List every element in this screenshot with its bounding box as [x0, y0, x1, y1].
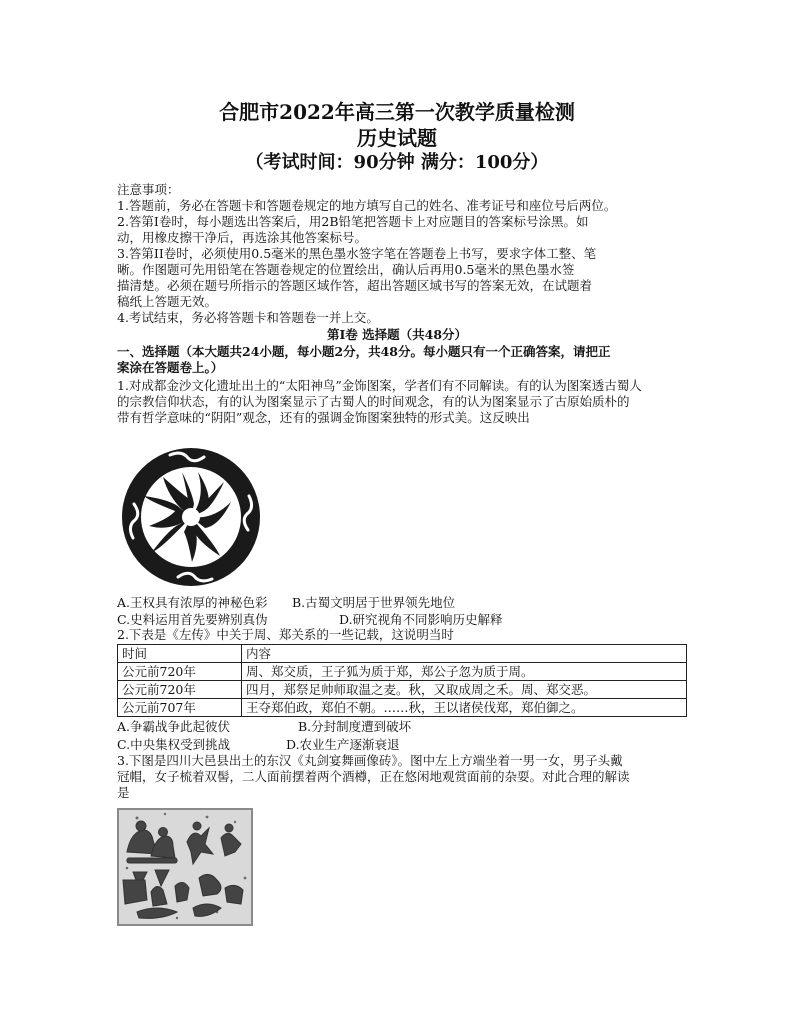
question-1-option-b: B.古蜀文明居于世界领先地位	[292, 595, 456, 610]
question-2-stem: 2.下表是《左传》中关于周、郑关系的一些记载，这说明当时	[117, 627, 454, 642]
table-row	[118, 681, 687, 699]
question-3-line: 冠帽，女子梳着双髻，二人面前摆着两个酒樽，正在悠闲地观赏面前的杂耍。对此合理的解读	[117, 769, 630, 784]
zuozhuan-records-table	[117, 644, 687, 717]
sun-bird-gold-ornament-image	[120, 446, 262, 588]
table-header-cell: 内容	[242, 645, 687, 663]
table-header-row	[118, 645, 687, 663]
table-cell: 周、郑交质，王子狐为质于郑，郑公子忽为质于周。	[242, 663, 687, 681]
table-row	[118, 699, 687, 717]
han-pictorial-brick-image	[117, 808, 253, 926]
exam-title: 合肥市2022年高三第一次教学质量检测	[219, 100, 575, 124]
section-title: 第I卷 选择题（共48分）	[326, 327, 468, 342]
notice-line: 稿纸上答题无效。	[117, 294, 218, 309]
question-2-option-a: A.争霸战争此起彼伏	[117, 719, 231, 734]
table-cell: 公元前707年	[118, 699, 242, 717]
notice-line: 晰。作图题可先用铅笔在答题卷规定的位置绘出，确认后再用0.5毫米的黑色墨水签	[117, 262, 575, 277]
notice-line: 2.答第I卷时，每小题选出答案后，用2B铅笔把答题卡上对应题目的答案标号涂黑。如	[117, 214, 589, 229]
table-cell: 公元前720年	[118, 663, 242, 681]
section-instruction: 案涂在答题卷上。）	[117, 360, 224, 375]
table-cell: 王夺郑伯政，郑伯不朝。……秋，王以诸侯伐郑，郑伯御之。	[242, 699, 687, 717]
question-1-option-d: D.研究视角不同影响历史解释	[339, 612, 503, 627]
exam-info: （考试时间：90分钟 满分：100分）	[245, 152, 549, 173]
table-row	[118, 663, 687, 681]
table-header-cell: 时间	[118, 645, 242, 663]
question-1-line: 1.对成都金沙文化遗址出土的“太阳神鸟”金饰图案，学者们有不同解读。有的认为图案透古蜀人	[117, 378, 642, 393]
question-1-line: 的宗教信仰状态，有的认为图案显示了古蜀人的时间观念，有的认为图案显示了古原始质朴的	[117, 394, 630, 409]
question-1-line: 带有哲学意味的“阴阳”观念，还有的强调金饰图案独特的形式美。这反映出	[117, 410, 530, 425]
question-2-option-c: C.中央集权受到挑战	[117, 737, 231, 752]
question-1-option-a: A.王权具有浓厚的神秘色彩	[117, 595, 268, 610]
notice-line: 1.答题前，务必在答题卡和答题卷规定的地方填写自己的姓名、准考证号和座位号后两位。	[117, 198, 617, 213]
question-3-line: 3.下图是四川大邑县出土的东汉《丸剑宴舞画像砖》。图中左上方端坐着一男一女，男子头戴	[117, 753, 623, 768]
question-1-option-c: C.史料运用首先要辨别真伪	[117, 612, 268, 627]
table-cell: 四月，郑祭足帅师取温之麦。秋，又取成周之禾。周、郑交恶。	[242, 681, 687, 699]
notice-line: 3.答第II卷时，必须使用0.5毫米的黑色墨水签字笔在答题卷上书写，要求字体工整、笔	[117, 246, 597, 261]
notice-line: 描清楚。必须在题号所指示的答题区域作答，超出答题区域书写的答案无效，在试题着	[117, 278, 593, 293]
notice-line: 4.考试结束，务必将答题卡和答题卷一并上交。	[117, 310, 379, 325]
question-2-option-b: B.分封制度遭到破坏	[298, 719, 412, 734]
table-cell: 公元前720年	[118, 681, 242, 699]
notice-line: 动，用橡皮擦干净后，再选涂其他答案标号。	[117, 230, 368, 245]
question-3-line: 是	[117, 785, 130, 800]
subject-title: 历史试题	[357, 126, 437, 150]
section-instruction: 一、选择题（本大题共24小题，每小题2分，共48分。每小题只有一个正确答案，请把正	[117, 344, 611, 359]
question-2-option-d: D.农业生产逐渐衰退	[286, 737, 400, 752]
notice-heading: 注意事项：	[117, 182, 180, 197]
